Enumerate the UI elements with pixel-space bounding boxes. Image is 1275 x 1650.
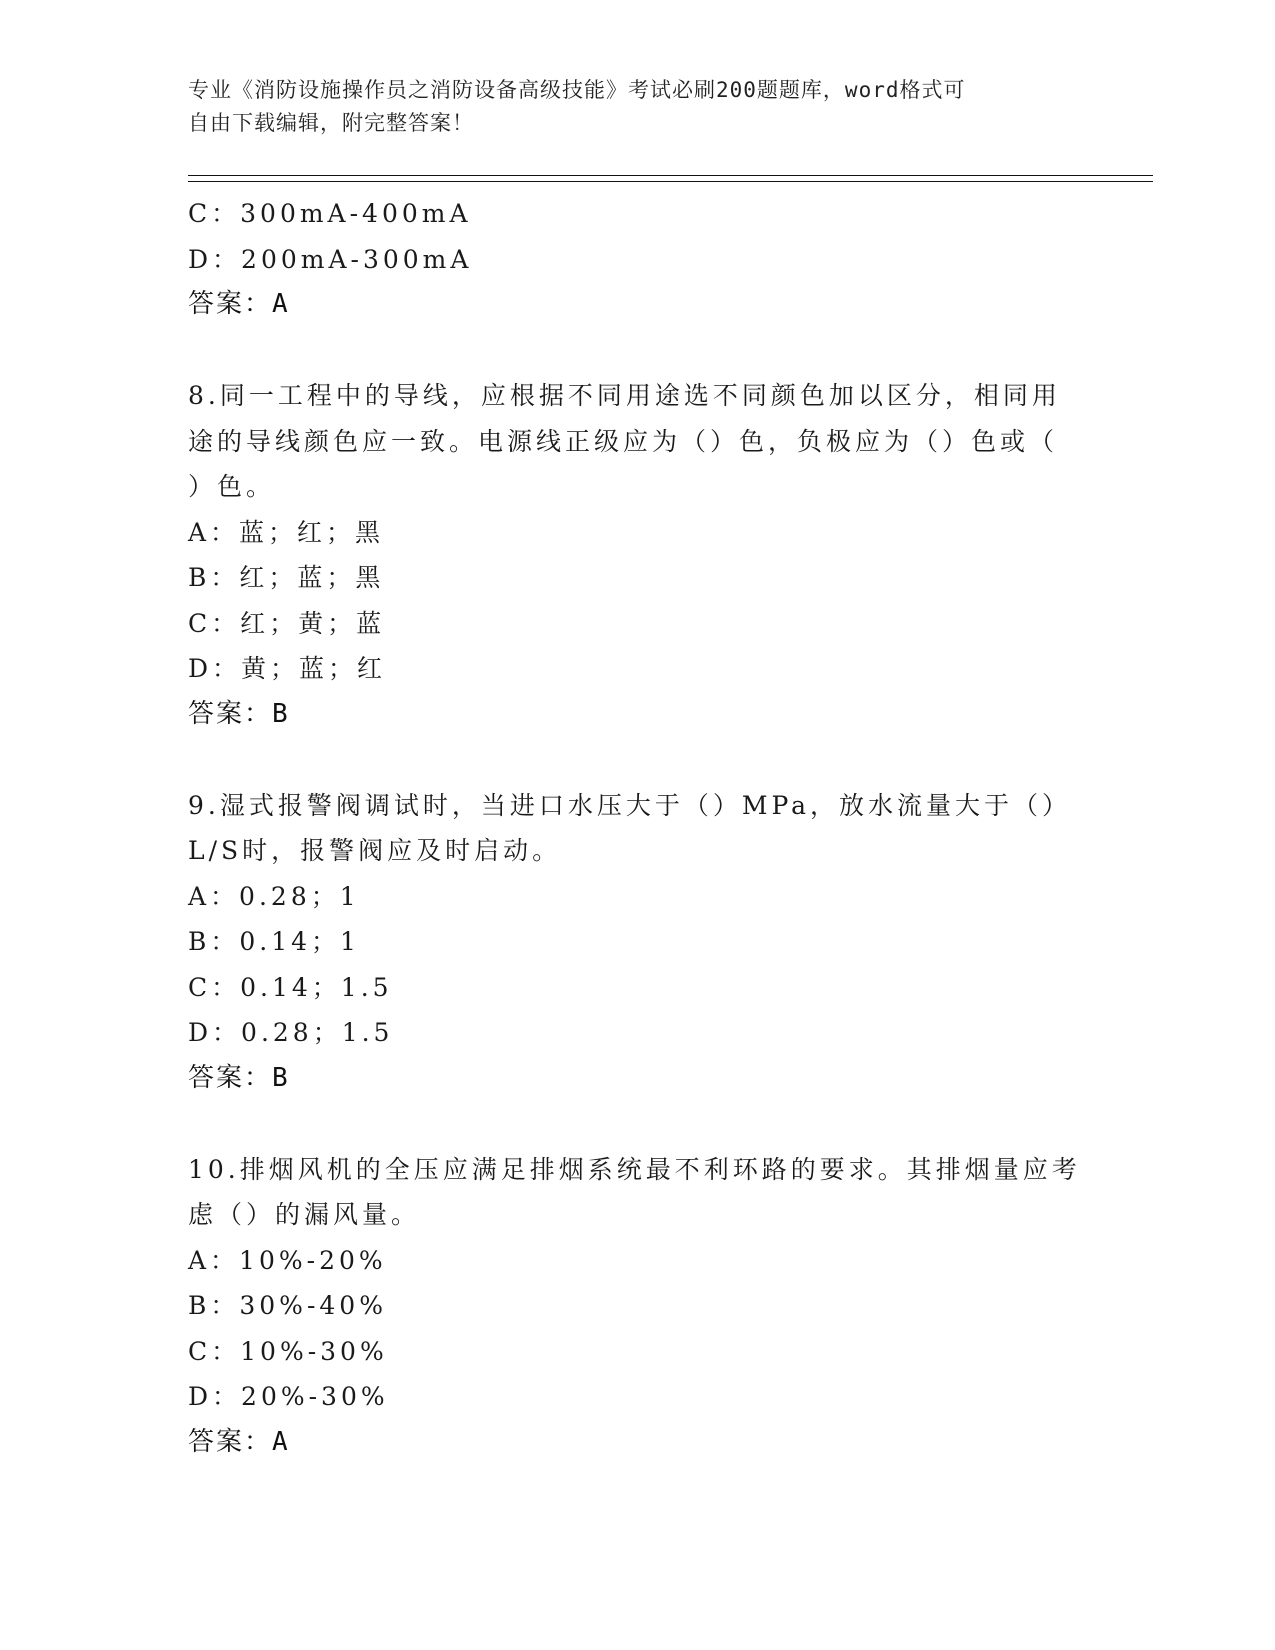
question-9 bbox=[188, 783, 1088, 1102]
question-10 bbox=[188, 1147, 1088, 1466]
question-8 bbox=[188, 373, 1088, 737]
option-b: B：30%-40% bbox=[188, 1291, 387, 1320]
question-stem-line: 9.湿式报警阀调试时，当进口水压大于（）MPa，放水流量大于（） bbox=[188, 790, 1072, 820]
header-line-1: 专业《消防设施操作员之消防设备高级技能》考试必刷200题题库，word格式可 bbox=[188, 78, 966, 102]
option-d: D：200mA-300mA bbox=[188, 244, 473, 274]
answer-line: 答案：B bbox=[188, 1062, 290, 1093]
answer-line: 答案：A bbox=[188, 1426, 290, 1457]
option-d: D：20%-30% bbox=[188, 1382, 389, 1411]
question-stem-line: ）色。 bbox=[188, 472, 276, 501]
option-a: A：0.28；1 bbox=[188, 881, 360, 911]
question-stem-line: 途的导线颜色应一致。电源线正级应为（）色，负极应为（）色或（ bbox=[188, 426, 1059, 456]
document-header bbox=[188, 74, 1068, 140]
option-a: A：10%-20% bbox=[188, 1245, 387, 1275]
option-d: D：黄；蓝；红 bbox=[188, 654, 387, 683]
spacer bbox=[188, 1101, 1088, 1147]
option-c: C：0.14；1.5 bbox=[188, 972, 393, 1002]
prev-question-block bbox=[188, 191, 1088, 328]
question-stem-line: 8.同一工程中的导线，应根据不同用途选不同颜色加以区分，相同用 bbox=[188, 381, 1061, 410]
option-c: C：红；黄；蓝 bbox=[188, 608, 386, 638]
answer-line: 答案：B bbox=[188, 698, 290, 729]
header-divider-top bbox=[188, 175, 1153, 176]
option-b: B：红；蓝；黑 bbox=[188, 563, 385, 592]
question-stem-line: L/S时，报警阀应及时启动。 bbox=[188, 836, 562, 865]
header-divider-bottom bbox=[188, 181, 1153, 182]
option-c: C：10%-30% bbox=[188, 1336, 388, 1366]
question-stem-line: 10.排烟风机的全压应满足排烟系统最不利环路的要求。其排烟量应考 bbox=[188, 1154, 1081, 1184]
option-c: C：300mA-400mA bbox=[188, 199, 472, 228]
header-line-2: 自由下载编辑，附完整答案！ bbox=[188, 111, 474, 135]
option-b: B：0.14；1 bbox=[188, 927, 360, 956]
spacer bbox=[188, 328, 1088, 374]
spacer bbox=[188, 737, 1088, 783]
question-content bbox=[188, 191, 1088, 1465]
option-a: A：蓝；红；黑 bbox=[188, 517, 385, 547]
question-stem-line: 虑（）的漏风量。 bbox=[188, 1200, 421, 1229]
answer-line: 答案：A bbox=[188, 289, 290, 319]
option-d: D：0.28；1.5 bbox=[188, 1018, 394, 1047]
